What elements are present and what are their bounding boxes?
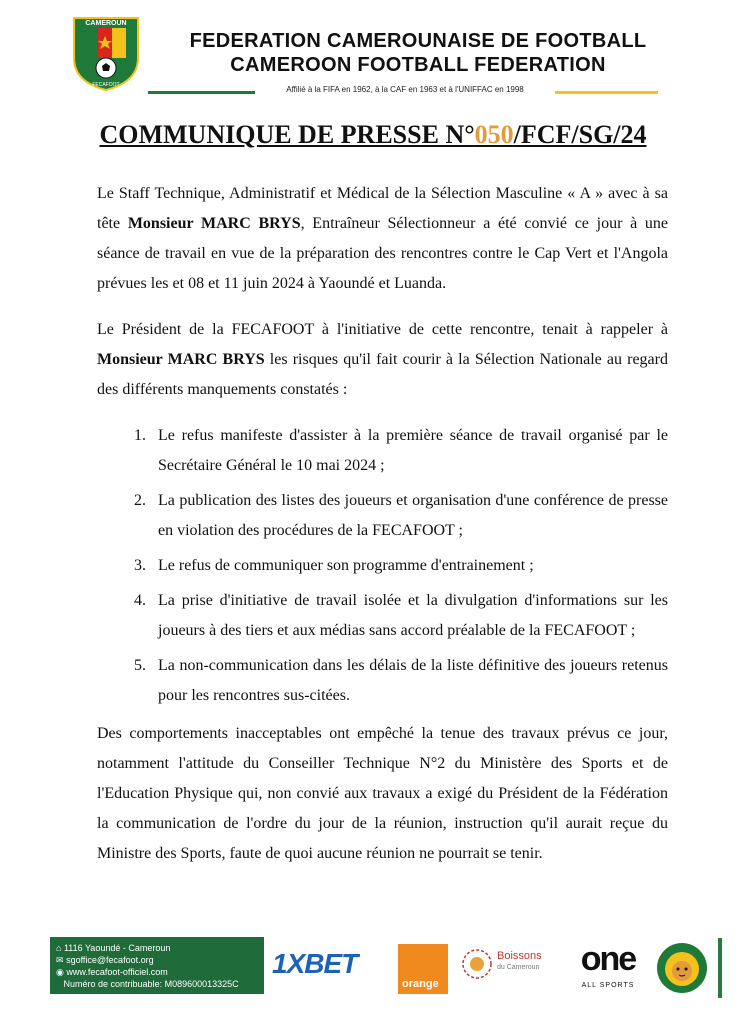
orange-text: orange <box>402 978 439 990</box>
list-item <box>97 551 668 581</box>
list-text: La non-communication dans les délais de la liste définitive des joueurs retenus pour les rencontres sus-citées. <box>158 657 668 704</box>
paragraph-3: Des comportements inacceptables ont empêché la tenue des travaux prévus ce jour, notamment l'attitude du Conseiller Technique N°2 du Ministère des Sports et de l'Education Physique qui, non convié aux travaux a exigé du Président de la Fédération la communication de l'ordre du jour de la réunion, instruction qu'il aurait reçue du Ministre des Sports, faute de quoi aucune réunion ne pourrait se tenir. <box>97 725 668 862</box>
taxpayer-text: Numéro de contribuable: M089600013325C <box>63 979 239 989</box>
list-text: La publication des listes des joueurs et organisation d'une conférence de presse en violation des procédures de la FECAFOOT ; <box>158 492 668 539</box>
sponsor-1xbet-logo: 1XBET <box>272 948 358 979</box>
sponsor-one-logo <box>562 940 654 989</box>
shortcomings-list <box>97 421 668 716</box>
p2-text-a: Le Président de la FECAFOOT à l'initiative de cette rencontre, tenait à rappeler à <box>97 321 668 338</box>
list-text: Le refus de communiquer son programme d'entrainement ; <box>158 557 534 574</box>
email-line <box>56 954 264 966</box>
title-prefix: COMMUNIQUE DE PRESSE N° <box>99 120 475 149</box>
boissons-emblem-icon <box>461 944 493 984</box>
affiliation-text: Affilié à la FIFA en 1962, à la CAF en 1963 et à l'UNIFFAC en 1998 <box>255 84 555 96</box>
home-icon: ⌂ <box>56 943 62 953</box>
contact-box <box>50 937 264 994</box>
website-text: www.fecafoot-officiel.com <box>66 967 168 977</box>
lion-emblem-icon <box>656 942 708 994</box>
federation-name-fr: FEDERATION CAMEROUNAISE DE FOOTBALL <box>189 30 647 52</box>
list-text: La prise d'initiative de travail isolée et la divulgation d'informations sur les joueurs à des tiers et aux médias sans accord préalable de la FECAFOOT ; <box>158 592 668 639</box>
list-number: 1. <box>134 427 146 444</box>
list-number: 5. <box>134 657 146 674</box>
title-number: 050 <box>474 120 514 149</box>
website-line <box>56 966 264 978</box>
p1-coach-name: Monsieur MARC BRYS <box>127 215 301 232</box>
list-number: 3. <box>134 557 146 574</box>
paragraph-2 <box>97 315 668 405</box>
sponsor-boissons-logo <box>461 944 556 992</box>
paragraph-1 <box>97 179 668 299</box>
email-icon: ✉ <box>56 955 64 965</box>
email-text: sgoffice@fecafoot.org <box>66 955 154 965</box>
logo-text-bottom: FECAFOOT <box>92 82 120 88</box>
list-number: 2. <box>134 492 146 509</box>
one-text: one <box>580 940 636 978</box>
sponsor-orange-logo <box>398 944 448 994</box>
list-number: 4. <box>134 592 146 609</box>
list-item <box>97 421 668 481</box>
globe-icon: ◉ <box>56 967 64 977</box>
federation-name-en: CAMEROON FOOTBALL FEDERATION <box>230 54 606 76</box>
boissons-subtext: du Cameroun <box>497 964 540 971</box>
title-suffix: /FCF/SG/24 <box>513 120 647 149</box>
list-item <box>97 651 668 711</box>
list-item <box>97 486 668 546</box>
p2-coach-name: Monsieur MARC BRYS <box>97 351 265 368</box>
one-subtext: ALL SPORTS <box>581 982 635 989</box>
p2-text-b: les risques qu'il fait courir à la Sélection Nationale au regard des différents manquements constatés : <box>97 351 668 398</box>
boissons-text: Boissons <box>497 950 542 962</box>
p1-text-b: , Entraîneur Sélectionneur a été convié ce jour à une séance de travail en vue de la préparation des rencontres contre le Cap Vert et l'Angola prévues les et 08 et 11 juin 2024 à Yaoundé et Luanda. <box>97 215 669 292</box>
address-text: 1116 Yaoundé - Cameroun <box>63 943 171 953</box>
taxpayer-line <box>56 978 264 990</box>
edge-bar <box>718 938 722 998</box>
address-line <box>56 942 264 954</box>
p1-text-a: Le Staff Technique, Administratif et Médical de la Sélection Masculine « A » avec à sa tête <box>97 185 668 232</box>
list-text: Le refus manifeste d'assister à la première séance de travail organisé par le Secrétaire Général le 10 mai 2024 ; <box>158 427 668 474</box>
list-item <box>97 586 668 646</box>
page-title <box>0 120 746 150</box>
logo-text-top: CAMEROUN <box>85 20 127 27</box>
fecafoot-logo <box>66 12 146 92</box>
